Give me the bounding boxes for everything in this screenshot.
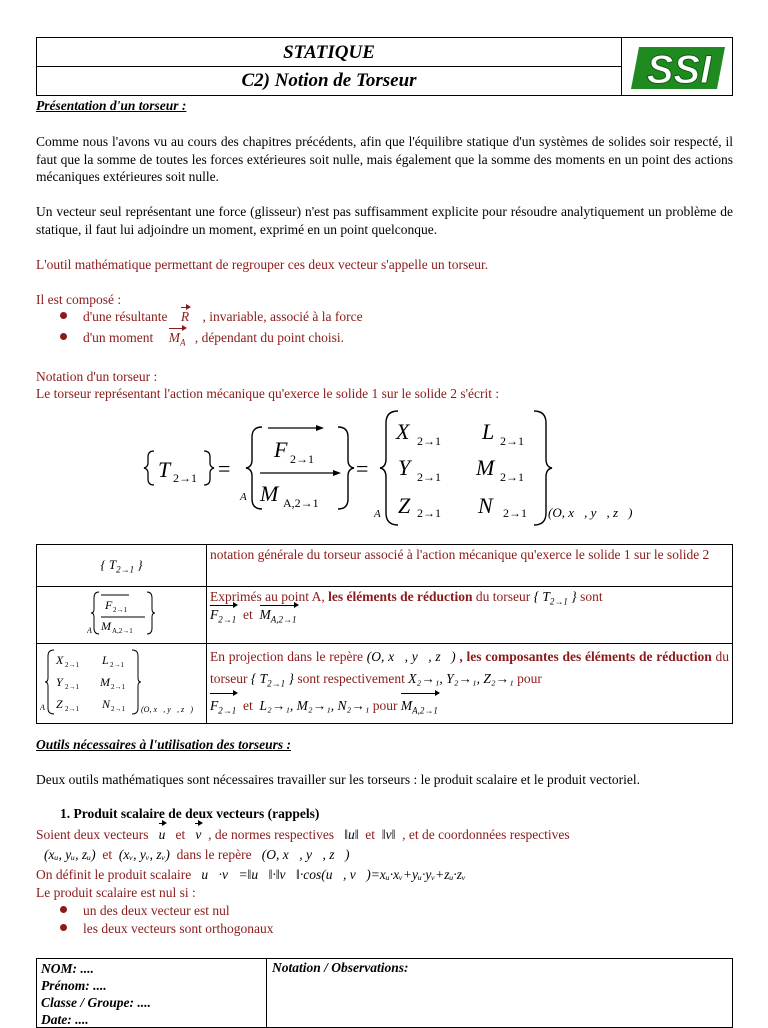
- svg-text:F: F: [104, 598, 112, 612]
- svg-text:Z: Z: [398, 493, 411, 518]
- svg-text:2→1: 2→1: [110, 660, 124, 669]
- subsection-produit-scalaire: 1. Produit scalaire de deux vecteurs (rappels): [60, 806, 320, 821]
- compose-label: Il est composé :: [36, 292, 122, 307]
- date-field[interactable]: Date: ....: [41, 1012, 89, 1027]
- page-subtitle: C2) Notion de Torseur: [37, 67, 622, 95]
- svg-text:=: =: [218, 456, 231, 481]
- produit-scalaire-nul: Le produit scalaire est nul si :: [36, 885, 196, 900]
- svg-text:A,2→1: A,2→1: [111, 627, 133, 635]
- bullet-vecteur-nul: un des deux vecteur est nul: [60, 903, 230, 919]
- prenom-field[interactable]: Prénom: ....: [41, 978, 107, 993]
- section-heading-presentation: Présentation d'un torseur :: [36, 98, 187, 113]
- torseur-explanation-table: [36, 544, 733, 724]
- header-box: [36, 37, 733, 96]
- cell-components: [37, 644, 207, 724]
- svg-text:2→1: 2→1: [500, 434, 524, 448]
- svg-text:2→1: 2→1: [111, 682, 125, 691]
- svg-text:2→1: 2→1: [65, 682, 79, 691]
- vector-r: R: [180, 309, 190, 324]
- svg-text:(O, x⃗, y⃗, z⃗): (O, x⃗, y⃗, z⃗): [548, 505, 633, 520]
- svg-text:M: M: [100, 619, 111, 633]
- cell-components-text: En projection dans le repère (O, x⃗, y⃗, z⃗) , les composantes des éléments de réduction du torseur { $T_{2\to 1}$ } sont respectivement X₂→₁, Y₂→₁, Z₂→₁ pour $F_{2\to 1}$ et L₂→₁, M₂→₁, N₂→₁ pour $M_{A,2\to 1}$: [207, 644, 733, 724]
- svg-text:2→1: 2→1: [417, 470, 441, 484]
- cell-notation-text: notation générale du torseur associé à l'action mécanique qu'exerce le solide 1 sur le solide 2: [207, 545, 733, 587]
- svg-text:A: A: [240, 491, 247, 503]
- torseur-formula: [130, 405, 650, 530]
- svg-text:Z: Z: [56, 696, 63, 711]
- svg-text:2→1: 2→1: [290, 452, 314, 466]
- bullet-dot: [60, 924, 67, 931]
- bullet-dot: [60, 906, 67, 913]
- table-row: [37, 545, 733, 587]
- cell-elements: [37, 587, 207, 644]
- svg-text:L: L: [102, 652, 109, 667]
- notation-observations-label: Notation / Observations:: [272, 960, 409, 975]
- produit-scalaire-text: Soient deux vecteurs u et v , de normes respectives ‖u‖ et ‖v‖ , et de coordonnées respectives (xᵤ, yᵤ, zᵤ) et (xᵥ, yᵥ, zᵥ) dans le repère (O, x⃗, y⃗, z⃗): [36, 827, 570, 862]
- components-matrix-icon: [40, 648, 200, 716]
- svg-text:A: A: [40, 702, 45, 712]
- svg-text:SSI: SSI: [646, 48, 712, 92]
- student-info-box: [36, 958, 733, 1028]
- elements-reduction-icon: [87, 589, 157, 637]
- section-heading-outils: Outils nécessaires à l'utilisation des torseurs :: [36, 737, 292, 752]
- formula-t: T: [158, 457, 171, 482]
- bullet-moment: d'un moment $M_A$ , dépendant du point choisi.: [60, 330, 344, 348]
- paragraph-outils: Deux outils mathématiques sont nécessaires travailler sur les torseurs : le produit scalaire et le produit vectoriel.: [36, 772, 640, 787]
- svg-text:2→1: 2→1: [417, 434, 441, 448]
- cell-elements-text: Exprimés au point A, les éléments de réduction du torseur { $T_{2\to 1}$ } sont $F_{2\to 1}$ et $M_{A,2\to 1}$: [207, 587, 733, 644]
- svg-text:A: A: [374, 508, 381, 520]
- svg-text:2→1: 2→1: [111, 704, 125, 713]
- svg-text:Y: Y: [398, 455, 411, 480]
- notation-title: Notation d'un torseur :: [36, 369, 158, 384]
- cell-notation: { $T_{2\to 1}$ }: [37, 545, 207, 587]
- paragraph-torseur-def: L'outil mathématique permettant de regrouper ces deux vecteur s'appelle un torseur.: [36, 257, 489, 272]
- svg-text:M: M: [260, 481, 279, 506]
- svg-text:M: M: [100, 674, 110, 689]
- notation-text: Le torseur représentant l'action mécanique qu'exerce le solide 1 sur le solide 2 s'écrit :: [36, 386, 500, 401]
- svg-text:2→1: 2→1: [500, 470, 524, 484]
- svg-text:L: L: [482, 419, 495, 444]
- table-row: [37, 644, 733, 724]
- svg-text:(O, x⃗, y⃗, z⃗): (O, x⃗, y⃗, z⃗): [141, 704, 193, 714]
- bullet-dot: [60, 333, 67, 340]
- table-row: [37, 587, 733, 644]
- paragraph-glisseur: Un vecteur seul représentant une force (glisseur) n'est pas suffisamment explicite pour résoudre analytiquement un problème de statique, il faut lui adjoindre un moment, exprimé en un point quelconque.: [36, 204, 733, 237]
- classe-field[interactable]: Classe / Groupe: ....: [41, 995, 151, 1010]
- svg-text:2→1: 2→1: [173, 471, 197, 485]
- svg-text:2→1: 2→1: [417, 506, 441, 520]
- svg-text:=: =: [356, 456, 369, 481]
- svg-text:N: N: [102, 696, 111, 711]
- paragraph-intro: Comme nous l'avons vu au cours des chapitres précédents, afin que l'équilibre statique d'un systèmes de solides soir respecté, il faut que la somme de toutes les forces extérieures soit nulle, mais également que la somme des moments en un point des actions mécaniques extérieures soit nulle.: [36, 134, 733, 184]
- page-title: STATIQUE: [37, 38, 622, 67]
- produit-scalaire-def: On définit le produit scalaire u⃗·v⃗=‖u⃗‖·‖v⃗‖·cos(u⃗, v⃗)=xᵤ·xᵥ+yᵤ·yᵥ+zᵤ·zᵥ: [36, 867, 466, 882]
- bullet-dot: [60, 312, 67, 319]
- svg-text:2→1: 2→1: [65, 704, 79, 713]
- ssi-logo: [629, 41, 729, 93]
- svg-text:F: F: [274, 437, 288, 462]
- svg-text:2→1: 2→1: [503, 506, 527, 520]
- svg-text:N: N: [478, 493, 493, 518]
- svg-text:M: M: [476, 455, 495, 480]
- svg-text:A: A: [86, 626, 92, 635]
- svg-text:X: X: [56, 652, 64, 667]
- svg-text:2→1: 2→1: [112, 606, 127, 614]
- svg-text:2→1: 2→1: [65, 660, 79, 669]
- bullet-orthogonaux: les deux vecteurs sont orthogonaux: [60, 921, 273, 937]
- nom-field[interactable]: NOM: ....: [41, 961, 94, 976]
- svg-text:X: X: [396, 419, 410, 444]
- svg-text:Y: Y: [56, 674, 63, 689]
- bullet-resultante: d'une résultante R , invariable, associé à la force: [60, 309, 363, 325]
- student-info-fields: [37, 959, 267, 1027]
- svg-text:A,2→1: A,2→1: [283, 496, 319, 510]
- vector-ma: $M_A$: [168, 330, 186, 348]
